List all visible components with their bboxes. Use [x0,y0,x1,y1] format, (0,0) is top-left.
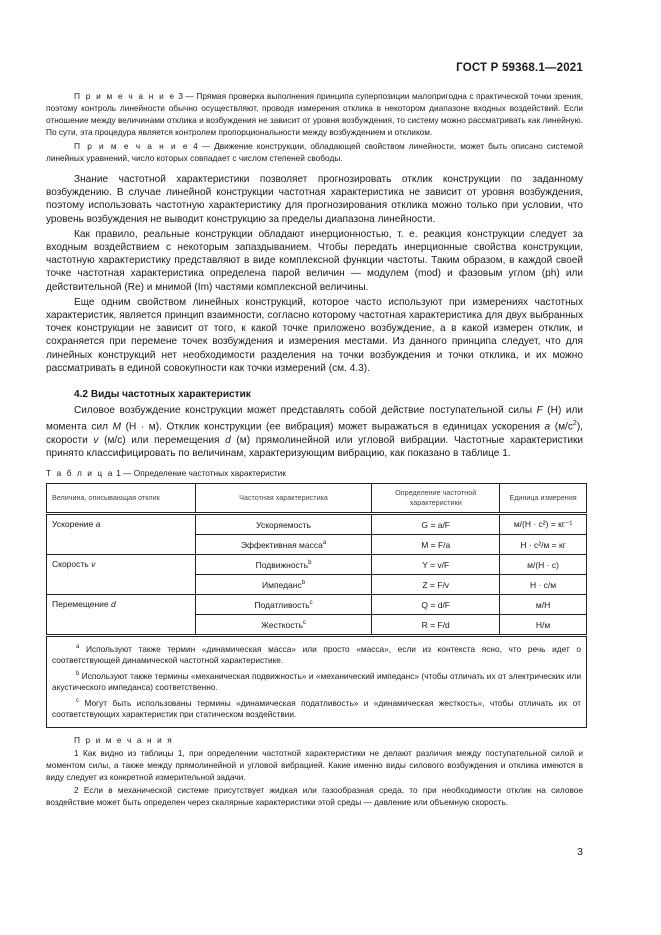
table-header-row [47,484,587,514]
note-number: 4 — [193,141,211,151]
characteristic-cell: Жесткость$^c$ [195,615,372,636]
column-header: Единица измерения [500,484,587,514]
footnote: $^c$ Могут быть использованы термины «динамическая податливость» и «динамическая жесткость», чтобы отличать их от соответствующих характеристик при статическом воздействии. [52,697,581,720]
unit-cell: Н · с/м [500,575,587,595]
unit-cell: Н · с²/м = кг [500,535,587,555]
note-item: 1 Как видно из таблицы 1, при определении частотной характеристики не делают различия между поступательной силой и моментом силы, а также между прямолинейной и угловой вибрацией. Какие именно виды силового возбуждения и отклика имеются в виду следует из конкретной измерительной задачи. [46,747,583,782]
note-number: 3 — [178,91,194,101]
footnote: $^b$ Используют также термины «механическая подвижность» и «механический импеданс» (чтобы отличать их от электрических или акустического импеданса) соответственно. [52,670,581,693]
page-content [46,88,583,808]
characteristic-cell: Податливость$^c$ [195,595,372,615]
unit-cell: Н/м [500,615,587,636]
table-footnotes [47,636,587,727]
characteristic-cell: Ускоряемость [195,514,372,535]
quantity-cell: Перемещение d [47,595,196,636]
document-id-header: ГОСТ Р 59368.1—2021 [456,62,583,74]
footnote: $^а$ Используют также термин «динамическая масса» или просто «масса», если из контекста ясно, что речь идет о соответствующей динамической частотной характеристике. [52,643,582,666]
definition-cell: Y = v/F [372,555,500,575]
section-heading: 4.2 Виды частотных характеристик [74,389,251,401]
paragraph-inertia: Как правило, реальные конструкции обладают инерционностью, т. е. реакция конструкции следует за входным воздействием с некоторым запаздыванием. Чтобы передать инерционные свойства конструкции, частотную характеристику представляют в виде комплексной функции частоты. Таким образом, в каждой своей точке частотная характеристика определена парой величин — модулем (mod) и фазовым углом (ph) или действительной (Re) и мнимой (Im) частями комплексной величины. [46,228,583,293]
note-text: Прямая проверка выполнения принципа суперпозиции малопригодна с практической точки зрения, поэтому контроль линейности обычно осуществляют, проводя измерения отклика в некотором диапазоне входных воздействий. Если отношение между величинами отклика и возбуждения не зависит от уровня возбуждения, то систему можно рассматривать как линейную. По сути, эта процедура является контролем пропорциональности между возбуждением и откликом. [46,91,584,137]
unit-cell: м/(Н · с) [500,555,587,575]
note-item: 2 Если в механической системе присутствует жидкая или газообразная среда, то при необходимости отклик на силовое воздействие может быть определен через скалярные характеристики этой среды — давление или объемную скорость. [46,784,583,807]
table-footnotes-row [47,636,587,727]
notes-label: П р и м е ч а н и я [74,734,174,745]
characteristic-cell: Подвижность$^b$ [195,555,372,575]
note-text: Движение конструкции, обладающей свойством линейности, может быть описано системой линейных уравнений, число которых совпадает с числом степеней свободы. [46,141,584,163]
note-label: П р и м е ч а н и е [74,141,190,151]
quantity-cell: Скорость v [47,555,196,595]
paragraph-excitation: Силовое возбуждение конструкции может представлять собой действие поступательной силы F (Н) или момента сил M (Н · м). Отклик конструкции (ее вибрация) может выражаться в единицах ускорения a $(м/с^2)$, скорости v (м/с) или перемещения d (м) прямолинейной или угловой вибрации. Частотные характеристики принято классифицировать по величинам, характеризующим вибрацию, как показано в таблице 1. [46,405,584,460]
page-number: 3 [577,846,583,858]
table-row [47,555,587,575]
column-header: Определение частотной характеристики [372,484,500,514]
frequency-response-table [46,483,587,727]
column-header: Частотная характеристика [195,484,372,514]
notes-section [46,734,583,808]
definition-cell: M = F/a [372,535,500,555]
paragraph-frequency-response: Знание частотной характеристики позволяет прогнозировать отклик конструкции по заданному возбуждению. В случае линейной конструкции частотная характеристика не зависит от уровня возбуждения, поэтому использовать частотную характеристику для прогнозирования отклика можно только при условии, что уровень возбуждения не выводит конструкцию за пределы диапазона линейности. [46,174,583,225]
note-label: П р и м е ч а н и е [74,91,176,101]
column-header: Величина, описывающая отклик [47,484,196,514]
paragraph-reciprocity: Еще одним свойством линейных конструкций, которое часто используют при измерениях частотных характеристик, является принцип взаимности, согласно которому частотная характеристика для двух выбранных точек конструкции не зависит от того, к какой точке приложено возбуждение, а в какой измерен отклик, и сохраняется при перемене точек возбуждения и измерения местами. Из данного принципа следует, что для линейных конструкций нет необходимости разделения на точки возбуждения и точки отклика, и их можно рассматривать в единой совокупности как точки измерений (см. 4.3). [46,296,583,374]
table-row [47,514,587,535]
unit-cell: м/(Н · с²) = кг⁻¹ [500,514,587,535]
note-3 [46,90,583,138]
definition-cell: R = F/d [372,615,500,636]
definition-cell: G = a/F [372,514,500,535]
characteristic-cell: Импеданс$^b$ [195,575,372,595]
quantity-cell: Ускорение a [47,514,196,555]
table-row [47,595,587,615]
definition-cell: Z = F/v [372,575,500,595]
characteristic-cell: Эффективная масса$^а$ [195,535,372,555]
definition-cell: Q = d/F [372,595,500,615]
table-caption: Т а б л и ц а 1 — Определение частотных характеристик [46,468,286,479]
note-4 [46,140,583,164]
unit-cell: м/Н [500,595,587,615]
